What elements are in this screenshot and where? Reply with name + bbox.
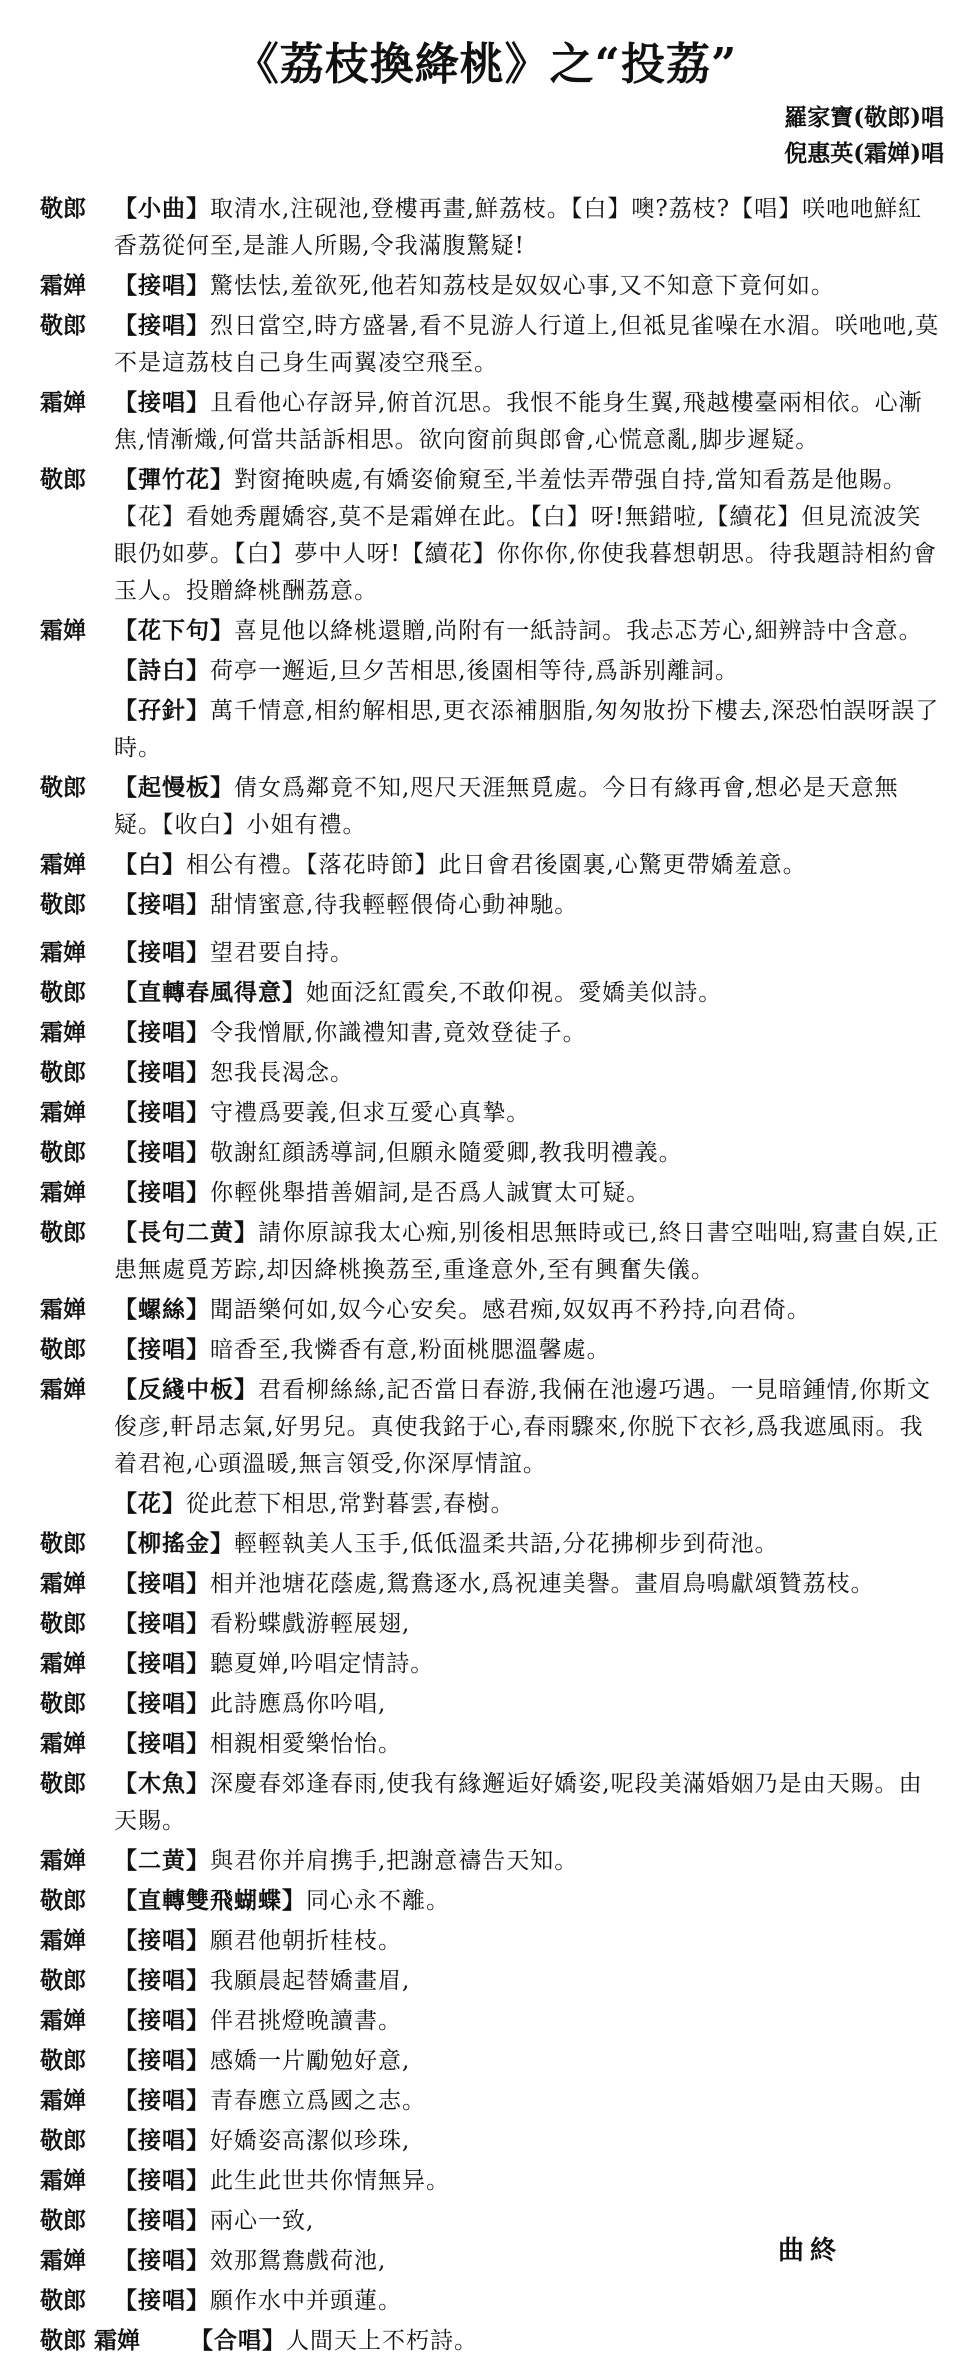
tune-tag: 【接唱】 [114, 2247, 210, 2274]
lyric-text [114, 1882, 945, 1920]
tune-tag: 【直轉春風得意】 [114, 979, 306, 1006]
tune-tag: 【合唱】 [190, 2327, 286, 2354]
speaker-name: 霜婵 [40, 851, 86, 878]
lyric-line [40, 307, 945, 382]
tune-tag: 【白】 [114, 851, 186, 878]
lyric-words: 輕輕執美人玉手,低低溫柔共語,分花拂柳步到荷池。 [234, 1531, 779, 1557]
speaker-name: 霜婵 [40, 389, 86, 416]
lyric-line [40, 2042, 945, 2080]
speaker-name: 霜婵 [40, 2087, 86, 2114]
tune-tag: 【接唱】 [114, 1179, 210, 1206]
lyric-words: 敬謝紅顔誘導詞,但願永隨愛卿,教我明禮義。 [210, 1140, 683, 1166]
lyric-text [114, 1645, 945, 1683]
speaker-name: 敬郎 霜婵 [40, 2327, 141, 2354]
lyric-text [114, 974, 945, 1012]
lyric-words: 守禮爲要義,但求互愛心真摯。 [210, 1100, 531, 1126]
speaker-name: 敬郎 [40, 312, 86, 339]
tune-tag: 【詩白】 [114, 657, 210, 684]
speaker-name: 霜婵 [40, 939, 86, 966]
lyric-text [114, 2002, 945, 2040]
lyric-line [40, 769, 945, 844]
lyric-text [114, 692, 945, 767]
lyric-words: 相公有禮。【落花時節】此日會君後園裏,心驚更帶嬌羞意。 [186, 852, 807, 878]
speaker-name: 霜婵 [40, 2167, 86, 2194]
lyric-line [40, 934, 945, 972]
lyric-words: 深慶春郊逢春雨,使我有緣邂逅好嬌姿,呢段美滿婚姻乃是由天賜。由天賜。 [114, 1771, 923, 1834]
lyric-words: 甜情蜜意,待我輕輕偎倚心動神馳。 [210, 892, 579, 918]
tune-tag: 【接唱】 [114, 1610, 210, 1637]
speaker-name: 霜婵 [40, 1179, 86, 1206]
tune-tag: 【接唱】 [114, 1967, 210, 1994]
lyric-line [40, 384, 945, 459]
lyric-line [40, 1565, 945, 1603]
tune-tag: 【接唱】 [114, 2047, 210, 2074]
speaker-name: 霜婵 [40, 1376, 86, 1403]
lyric-line [40, 1094, 945, 1132]
lyric-text [114, 1134, 945, 1172]
lyric-line [40, 1014, 945, 1052]
speaker-name: 敬郎 [40, 891, 86, 918]
tune-tag: 【接唱】 [114, 2207, 210, 2234]
tune-tag: 【接唱】 [114, 1730, 210, 1757]
page-title: 《荔枝換絳桃》之“投荔” [234, 39, 738, 90]
tune-tag: 【小曲】 [114, 195, 210, 222]
lyric-text [114, 886, 945, 924]
lyric-words: 聽夏婵,吟唱定情詩。 [210, 1651, 435, 1677]
lyric-words: 烈日當空,時方盛暑,看不見游人行道上,但祗見雀噪在水湄。咲吔吔,莫不是這荔枝自己身生両翼凌空飛至。 [114, 313, 940, 376]
tune-tag: 【反綫中板】 [114, 1376, 258, 1403]
lyric-text [114, 1922, 945, 1960]
speaker-name: 霜婵 [40, 1650, 86, 1677]
lyric-line [40, 267, 945, 305]
lyric-words: 感嬌一片勵勉好意, [210, 2048, 411, 2074]
speaker-name: 霜婵 [40, 1296, 86, 1323]
speaker-name: 敬郎 [40, 1530, 86, 1557]
lyric-words: 令我憎厭,你識禮知書,竟效登徒子。 [210, 1020, 587, 1046]
tune-tag: 【二黄】 [114, 1847, 210, 1874]
lyric-words: 望君要自持。 [210, 940, 354, 966]
tune-tag: 【螺絲】 [114, 1296, 210, 1323]
lyric-words: 聞語樂何如,奴今心安矣。感君痴,奴奴再不矜持,向君倚。 [210, 1297, 811, 1323]
lyric-line [40, 886, 945, 924]
lyric-text [114, 1685, 945, 1723]
lyric-text [114, 1054, 945, 1092]
speaker-name: 敬郎 [40, 2047, 86, 2074]
speaker-name: 敬郎 [40, 1887, 86, 1914]
lyric-text [114, 461, 945, 610]
lyric-text [114, 267, 945, 305]
lyric-words: 我願晨起替嬌畫眉, [210, 1968, 411, 1994]
lyric-words: 效那鴛鴦戲荷池, [210, 2248, 387, 2274]
speaker-name: 敬郎 [40, 1770, 86, 1797]
lyric-words: 取清水,注砚池,登樓再畫,鮮荔枝。【白】噢?荔枝?【唱】咲吔吔鮮紅香荔從何至,是誰人所賜,令我滿腹驚疑! [114, 196, 923, 259]
lyric-line [40, 846, 945, 884]
tune-tag: 【接唱】 [114, 1650, 210, 1677]
lyric-words: 暗香至,我憐香有意,粉面桃腮溫馨處。 [210, 1337, 611, 1363]
speaker-name: 霜婵 [40, 1099, 86, 1126]
lyric-words: 相親相愛樂怡怡。 [210, 1731, 402, 1757]
tune-tag: 【接唱】 [114, 1690, 210, 1717]
tune-tag: 【木魚】 [114, 1770, 210, 1797]
lyric-text [114, 190, 945, 265]
tune-tag: 【接唱】 [114, 2287, 210, 2314]
speaker-name: 霜婵 [40, 1730, 86, 1757]
speaker-name: 敬郎 [40, 1967, 86, 1994]
lyric-line [40, 612, 945, 650]
lyric-line [40, 692, 945, 767]
speaker-name: 霜婵 [40, 1927, 86, 1954]
speaker-name: 霜婵 [40, 2247, 86, 2274]
lyric-text [114, 1962, 945, 2000]
lyric-line [40, 1134, 945, 1172]
lyric-words: 同心永不離。 [306, 1888, 450, 1914]
lyric-line [40, 2082, 945, 2120]
lyric-line [40, 190, 945, 265]
lyric-words: 喜見他以絳桃還贈,尚附有一紙詩詞。我忐忑芳心,細辨詩中含意。 [234, 618, 923, 644]
tune-tag: 【長句二黄】 [114, 1219, 258, 1246]
tune-tag: 【接唱】 [114, 389, 210, 416]
lyric-text [114, 1371, 945, 1483]
tune-tag: 【接唱】 [114, 312, 210, 339]
lyrics-body [40, 190, 945, 2362]
lyric-line [40, 2002, 945, 2040]
lyric-text [114, 2042, 945, 2080]
tune-tag: 【起慢板】 [114, 774, 234, 801]
lyric-text [114, 1565, 945, 1603]
lyric-words: 對窗掩映處,有嬌姿偷窺至,半羞怯弄帶强自持,當知看荔是他賜。【花】看她秀麗嬌容,莫不是霜婵在此。【白】呀!無錯啦,【續花】但見流波笑眼仍如夢。【白】夢中人呀!【續花】你你你,你使我暮想朝思。待我題詩相約會玉人。投贈絳桃酬荔意。 [114, 467, 938, 604]
lyric-text [114, 2122, 945, 2160]
tune-tag: 【接唱】 [114, 1570, 210, 1597]
speaker-name: 霜婵 [40, 1019, 86, 1046]
lyric-words: 青春應立爲國之志。 [210, 2088, 426, 2114]
lyric-text [114, 612, 945, 650]
lyric-line [40, 1525, 945, 1563]
tune-tag: 【接唱】 [114, 272, 210, 299]
speaker-name: 敬郎 [40, 1336, 86, 1363]
lyric-words: 好嬌姿高潔似珍珠, [210, 2128, 411, 2154]
tune-tag: 【接唱】 [114, 939, 210, 966]
lyric-text [114, 1291, 945, 1329]
lyric-words: 驚怯怯,羞欲死,他若知荔枝是奴奴心事,又不知意下竟何如。 [210, 273, 835, 299]
tune-tag: 【柳搖金】 [114, 1530, 234, 1557]
speaker-name: 霜婵 [40, 1847, 86, 1874]
lyric-line [40, 1765, 945, 1840]
lyric-line [40, 1685, 945, 1723]
lyric-words: 你輕佻舉措善媚詞,是否爲人誠實太可疑。 [210, 1180, 651, 1206]
lyric-words: 請你原諒我太心痴,别後相思無時或已,終日書空咄咄,寫畫自娱,正患無處覓芳踪,却因絳桃換荔至,重逢意外,至有興奮失儀。 [114, 1220, 940, 1283]
speaker-name: 敬郎 [40, 1219, 86, 1246]
lyric-line [40, 1962, 945, 2000]
lyric-text [114, 2082, 945, 2120]
lyric-text [114, 1485, 945, 1523]
speaker-name: 霜婵 [40, 1570, 86, 1597]
speaker-name: 霜婵 [40, 617, 86, 644]
lyric-text [114, 1605, 945, 1643]
speaker-name: 敬郎 [40, 1610, 86, 1637]
ending-mark: 曲終 [777, 2236, 842, 2266]
lyric-words: 倩女爲鄰竟不知,咫尺天涯無覓處。今日有緣再會,想必是天意無疑。【收白】小姐有禮。 [114, 775, 899, 838]
speaker-name: 敬郎 [40, 195, 86, 222]
lyric-words: 從此惹下相思,常對暮雲,春樹。 [186, 1491, 515, 1517]
lyric-text [114, 2162, 945, 2200]
lyric-line [40, 1214, 945, 1289]
lyric-text [114, 1214, 945, 1289]
lyric-line [40, 652, 945, 690]
tune-tag: 【接唱】 [114, 1019, 210, 1046]
speaker-name: 敬郎 [40, 2287, 86, 2314]
lyric-line [40, 1922, 945, 1960]
tune-tag: 【接唱】 [114, 1927, 210, 1954]
lyric-line [40, 1054, 945, 1092]
speaker-name: 霜婵 [40, 272, 86, 299]
lyric-text [114, 1094, 945, 1132]
speaker-name: 敬郎 [40, 466, 86, 493]
lyric-words: 萬千情意,相約解相思,更衣添補胭脂,匆匆妝扮下樓去,深恐怕誤呀誤了時。 [114, 698, 940, 761]
lyric-words: 君看柳絲絲,記否當日春游,我倆在池邊巧遇。一見暗鍾情,你斯文俊彦,軒昂志氣,好男兒。真使我銘于心,春雨驟來,你脱下衣衫,爲我遮風雨。我着君袍,心頭溫暖,無言領受,你深厚情誼。 [114, 1377, 931, 1477]
lyric-line [40, 1485, 945, 1523]
speaker-name: 敬郎 [40, 979, 86, 1006]
speaker-name: 敬郎 [40, 1059, 86, 1086]
lyric-words: 人間天上不朽詩。 [286, 2328, 478, 2354]
speaker-name: 敬郎 [40, 1139, 86, 1166]
lyric-line [40, 461, 945, 610]
lyric-text [114, 769, 945, 844]
tune-tag: 【接唱】 [114, 891, 210, 918]
lyric-line [40, 2322, 945, 2360]
lyric-line [40, 1725, 945, 1763]
tune-tag: 【接唱】 [114, 2087, 210, 2114]
lyric-words: 相并池塘花蔭處,鴛鴦逐水,爲祝連美譽。畫眉鳥鳴獻頌贊荔枝。 [210, 1571, 875, 1597]
lyric-text [190, 2322, 945, 2360]
lyric-text [114, 1174, 945, 1212]
tune-tag: 【接唱】 [114, 1059, 210, 1086]
lyric-words: 此生此世共你情無异。 [210, 2168, 450, 2194]
credit-male: 羅家寶(敬郎)唱 [784, 104, 944, 131]
tune-tag: 【孖針】 [114, 697, 210, 724]
lyric-line [40, 1174, 945, 1212]
lyric-line [40, 1291, 945, 1329]
lyric-text [114, 2282, 945, 2320]
credit-female: 倪惠英(霜婵)唱 [784, 140, 944, 167]
speaker-name: 敬郎 [40, 2127, 86, 2154]
lyric-line [40, 2162, 945, 2200]
speaker-name: 敬郎 [40, 2207, 86, 2234]
tune-tag: 【接唱】 [114, 1099, 210, 1126]
lyric-text [114, 1725, 945, 1763]
performer-credits [784, 100, 944, 172]
lyric-text [114, 934, 945, 972]
lyric-words: 恕我長渴念。 [210, 1060, 354, 1086]
lyric-words: 此詩應爲你吟唱, [210, 1691, 387, 1717]
lyric-text [114, 307, 945, 382]
speaker-name: 霜婵 [40, 2007, 86, 2034]
speaker-name: 敬郎 [40, 1690, 86, 1717]
lyric-text [114, 1525, 945, 1563]
lyric-text [114, 1014, 945, 1052]
lyric-words: 願作水中并頭蓮。 [210, 2288, 402, 2314]
lyric-line [40, 974, 945, 1012]
tune-tag: 【花下句】 [114, 617, 234, 644]
tune-tag: 【接唱】 [114, 1139, 210, 1166]
lyric-text [114, 1765, 945, 1840]
lyric-line [40, 1331, 945, 1369]
lyric-words: 與君你并肩携手,把謝意禱告天知。 [210, 1848, 579, 1874]
lyric-text [114, 652, 945, 690]
lyric-words: 荷亭一邂逅,旦夕苦相思,後園相等待,爲訴别離詞。 [210, 658, 739, 684]
lyric-line [40, 2282, 945, 2320]
lyric-text [114, 384, 945, 459]
tune-tag: 【接唱】 [114, 2007, 210, 2034]
lyric-words: 伴君挑燈晚讀書。 [210, 2008, 402, 2034]
tune-tag: 【花】 [114, 1490, 186, 1517]
lyric-line [40, 1371, 945, 1483]
lyric-words: 她面泛紅霞矣,不敢仰視。愛嬌美似詩。 [306, 980, 723, 1006]
lyric-text [114, 846, 945, 884]
lyric-text [114, 1331, 945, 1369]
lyric-words: 看粉蝶戲游輕展翅, [210, 1611, 411, 1637]
lyric-line [40, 1645, 945, 1683]
tune-tag: 【接唱】 [114, 2167, 210, 2194]
lyric-words: 兩心一致, [210, 2208, 315, 2234]
lyric-words: 且看他心存訝异,俯首沉思。我恨不能身生翼,飛越樓臺兩相依。心漸焦,情漸熾,何當共話訴相思。欲向窗前與郎會,心慌意亂,脚步遲疑。 [114, 390, 923, 453]
speaker-name: 敬郎 [40, 774, 86, 801]
lyric-text [114, 1842, 945, 1880]
lyric-line [40, 2122, 945, 2160]
tune-tag: 【接唱】 [114, 2127, 210, 2154]
lyric-line [40, 1882, 945, 1920]
lyric-line [40, 1605, 945, 1643]
tune-tag: 【彈竹花】 [114, 466, 234, 493]
tune-tag: 【直轉雙飛蝴蝶】 [114, 1887, 306, 1914]
lyric-words: 願君他朝折桂枝。 [210, 1928, 402, 1954]
lyric-line [40, 1842, 945, 1880]
tune-tag: 【接唱】 [114, 1336, 210, 1363]
